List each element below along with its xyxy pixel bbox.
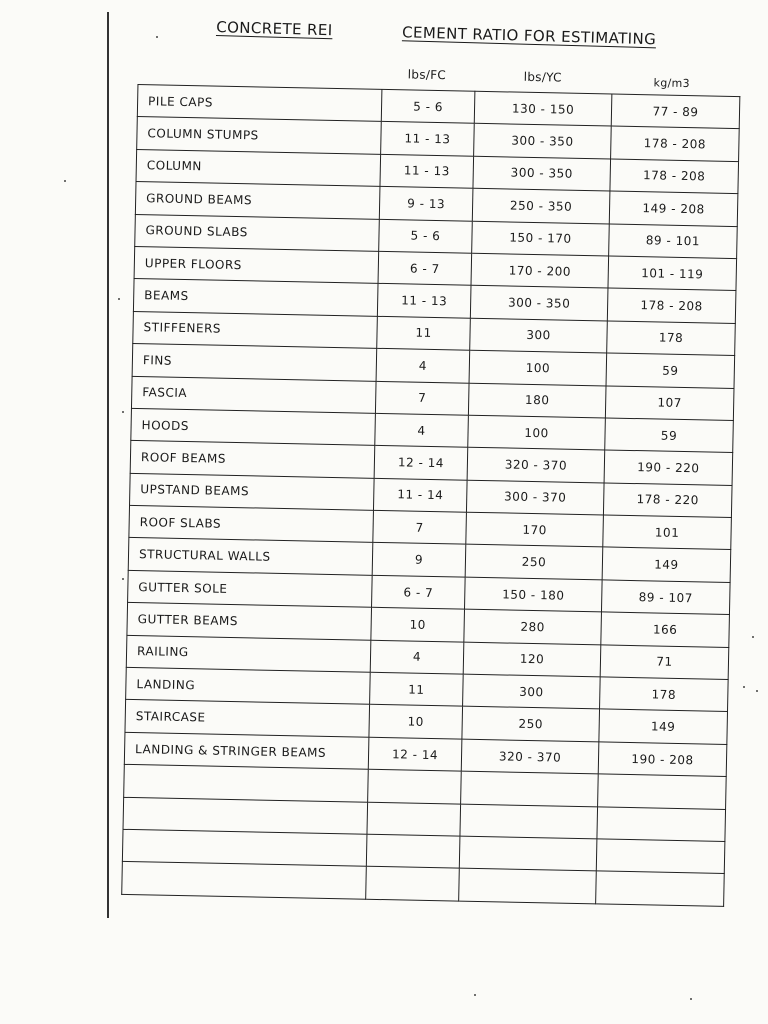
reinforcement-table-wrapper: [121, 58, 743, 907]
blank-cell: [596, 839, 725, 874]
cell-element: LANDING & STRINGER BEAMS: [124, 732, 369, 769]
cell-lbs-yc: 300 - 350: [473, 156, 611, 191]
cell-lbs-fc: 10: [371, 608, 465, 642]
cell-lbs-yc: 250 - 350: [472, 188, 610, 223]
cell-lbs-yc: 300 - 350: [470, 286, 608, 321]
cell-kg-m3: 59: [605, 418, 734, 453]
cell-lbs-yc: 180: [468, 383, 606, 418]
cell-kg-m3: 71: [600, 645, 729, 680]
cell-element: STIFFENERS: [133, 311, 378, 348]
cell-element: COLUMN STUMPS: [137, 117, 382, 154]
cell-element: GROUND SLABS: [135, 214, 380, 251]
cell-element: RAILING: [126, 635, 371, 672]
header-kg-m3: kg/m3: [653, 76, 691, 91]
cell-element: PILE CAPS: [137, 85, 382, 122]
cell-element: GUTTER SOLE: [128, 570, 373, 607]
cell-kg-m3: 77 - 89: [611, 94, 740, 129]
table-body: [122, 85, 740, 907]
cell-lbs-yc: 300 - 350: [474, 124, 612, 159]
scan-speck: [64, 180, 66, 182]
cell-element: GUTTER BEAMS: [127, 603, 372, 640]
cell-kg-m3: 166: [601, 612, 730, 647]
header-lbs-fc: lbs/FC: [407, 67, 447, 83]
cell-lbs-fc: 11 - 13: [381, 122, 475, 156]
cell-lbs-fc: 7: [375, 381, 469, 415]
blank-cell: [368, 769, 462, 803]
cell-kg-m3: 89 - 107: [601, 580, 730, 615]
margin-rule: [107, 12, 109, 918]
scan-speck: [690, 998, 692, 1000]
blank-cell: [597, 806, 726, 841]
cell-kg-m3: 178 - 208: [610, 159, 739, 194]
cell-kg-m3: 178: [600, 677, 729, 712]
cell-kg-m3: 89 - 101: [609, 224, 738, 259]
cell-lbs-fc: 11 - 13: [377, 284, 471, 318]
reinforcement-ratio-table: [121, 84, 740, 907]
cell-lbs-yc: 300 - 370: [466, 480, 604, 515]
cell-element: HOODS: [131, 408, 376, 445]
cell-lbs-yc: 130 - 150: [474, 91, 612, 126]
cell-element: BEAMS: [133, 279, 378, 316]
cell-lbs-yc: 250: [462, 707, 600, 742]
header-lbs-yc: lbs/YC: [523, 69, 562, 85]
scan-speck: [156, 36, 158, 38]
cell-kg-m3: 149: [599, 709, 728, 744]
cell-kg-m3: 178 - 208: [611, 126, 740, 161]
blank-cell: [123, 797, 368, 834]
cell-lbs-fc: 4: [370, 640, 464, 674]
scan-speck: [118, 298, 120, 300]
cell-lbs-fc: 10: [369, 705, 463, 739]
cell-element: STAIRCASE: [125, 700, 370, 737]
cell-lbs-yc: 170 - 200: [471, 253, 609, 288]
title-left-fragment: CONCRETE REI: [215, 18, 333, 40]
cell-lbs-yc: 250: [465, 545, 603, 580]
cell-lbs-fc: 5 - 6: [381, 89, 475, 123]
scan-speck: [752, 636, 754, 638]
cell-lbs-yc: 280: [464, 609, 602, 644]
blank-cell: [460, 804, 598, 839]
cell-lbs-fc: 9: [372, 543, 466, 577]
cell-lbs-fc: 12 - 14: [368, 737, 462, 771]
cell-lbs-yc: 120: [463, 642, 601, 677]
cell-lbs-fc: 4: [375, 413, 469, 447]
blank-cell: [459, 836, 597, 871]
cell-lbs-yc: 100: [468, 415, 606, 450]
cell-kg-m3: 107: [605, 385, 734, 420]
blank-cell: [461, 771, 599, 806]
cell-element: STRUCTURAL WALLS: [128, 538, 373, 575]
cell-lbs-fc: 11 - 14: [373, 478, 467, 512]
scan-speck: [474, 994, 476, 996]
cell-kg-m3: 178 - 220: [603, 483, 732, 518]
cell-kg-m3: 190 - 208: [598, 742, 727, 777]
blank-cell: [459, 868, 597, 903]
blank-cell: [598, 774, 727, 809]
title-right-fragment: CEMENT RATIO FOR ESTIMATING: [401, 23, 657, 49]
blank-cell: [122, 829, 367, 866]
blank-cell: [596, 871, 725, 906]
blank-cell: [367, 802, 461, 836]
scan-speck: [122, 411, 124, 413]
scan-speck: [122, 578, 124, 580]
cell-lbs-fc: 5 - 6: [379, 219, 473, 253]
cell-kg-m3: 149: [602, 547, 731, 582]
cell-kg-m3: 190 - 220: [604, 450, 733, 485]
blank-cell: [366, 834, 460, 868]
cell-lbs-yc: 300: [463, 674, 601, 709]
cell-lbs-fc: 11 - 13: [380, 154, 474, 188]
cell-lbs-yc: 100: [469, 350, 607, 385]
cell-lbs-fc: 9 - 13: [379, 187, 473, 221]
cell-lbs-fc: 12 - 14: [374, 446, 468, 480]
cell-element: FINS: [132, 344, 377, 381]
cell-kg-m3: 101 - 119: [608, 256, 737, 291]
cell-kg-m3: 59: [606, 353, 735, 388]
cell-lbs-yc: 170: [466, 512, 604, 547]
cell-lbs-fc: 11: [370, 672, 464, 706]
cell-lbs-fc: 7: [373, 510, 467, 544]
cell-lbs-yc: 150 - 170: [472, 221, 610, 256]
cell-lbs-fc: 6 - 7: [378, 251, 472, 285]
cell-kg-m3: 101: [603, 515, 732, 550]
cell-lbs-yc: 320 - 370: [461, 739, 599, 774]
cell-element: GROUND BEAMS: [135, 182, 380, 219]
cell-element: COLUMN: [136, 149, 381, 186]
cell-lbs-yc: 320 - 370: [467, 447, 605, 482]
cell-element: LANDING: [126, 667, 371, 704]
blank-cell: [366, 867, 460, 901]
scan-speck: [756, 690, 758, 692]
cell-lbs-fc: 6 - 7: [372, 575, 466, 609]
cell-element: UPPER FLOORS: [134, 246, 379, 283]
cell-lbs-yc: 300: [470, 318, 608, 353]
cell-kg-m3: 178 - 208: [607, 288, 736, 323]
cell-element: UPSTAND BEAMS: [130, 473, 375, 510]
cell-kg-m3: 178: [607, 321, 736, 356]
cell-lbs-fc: 4: [376, 348, 470, 382]
cell-lbs-yc: 150 - 180: [464, 577, 602, 612]
scan-speck: [743, 686, 745, 688]
cell-lbs-fc: 11: [377, 316, 471, 350]
cell-element: ROOF SLABS: [129, 505, 374, 542]
blank-cell: [124, 765, 369, 802]
cell-element: ROOF BEAMS: [130, 441, 375, 478]
document-title: [214, 18, 705, 66]
blank-cell: [122, 862, 367, 899]
cell-kg-m3: 149 - 208: [609, 191, 738, 226]
cell-element: FASCIA: [131, 376, 376, 413]
